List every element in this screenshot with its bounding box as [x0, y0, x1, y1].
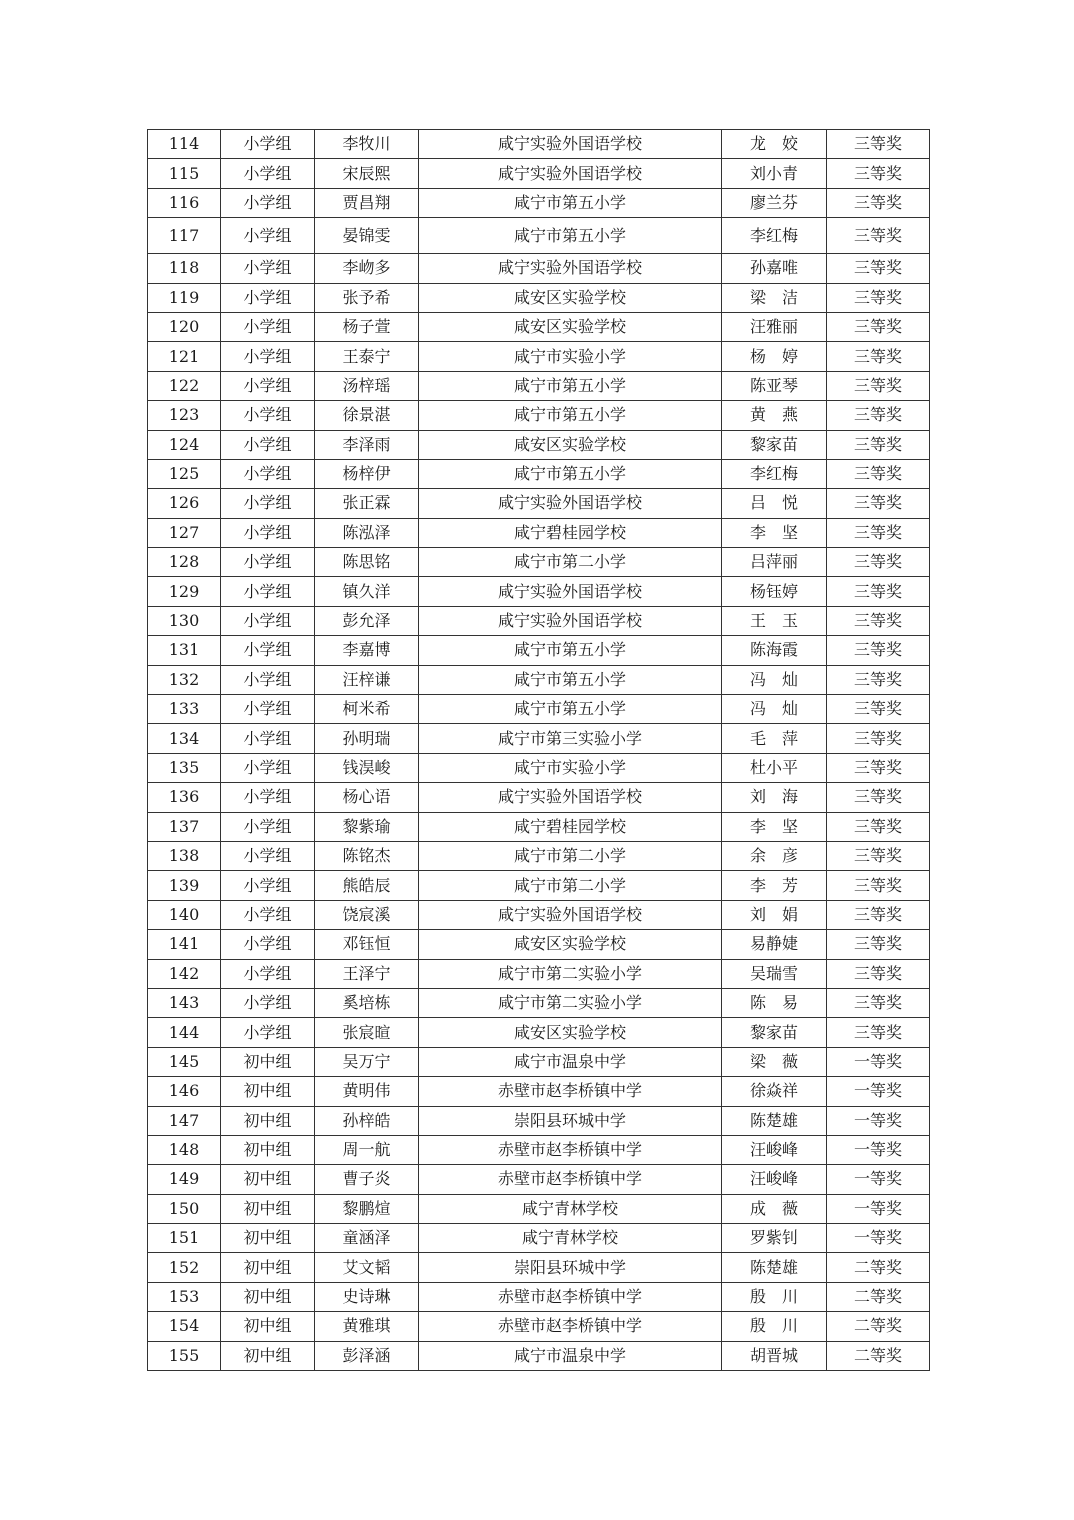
table-row: [148, 254, 930, 283]
table-row: [148, 1047, 930, 1076]
table-row: [148, 1106, 930, 1135]
school-cell: 咸宁市实验小学: [419, 342, 722, 371]
school-cell: 咸安区实验学校: [419, 312, 722, 341]
table-row: [148, 900, 930, 929]
row-number-cell: 150: [148, 1194, 221, 1223]
school-cell: 咸宁实验外国语学校: [419, 783, 722, 812]
row-number-cell: 140: [148, 900, 221, 929]
group-cell: 初中组: [221, 1194, 315, 1223]
student-name-cell: 徐景湛: [315, 401, 419, 430]
school-cell: 咸宁市第二小学: [419, 841, 722, 870]
school-cell: 赤壁市赵李桥镇中学: [419, 1282, 722, 1311]
school-cell: 咸宁市第五小学: [419, 695, 722, 724]
award-cell: 一等奖: [827, 1224, 930, 1253]
group-cell: 初中组: [221, 1047, 315, 1076]
row-number-cell: 152: [148, 1253, 221, 1282]
award-cell: 三等奖: [827, 218, 930, 254]
award-cell: 三等奖: [827, 636, 930, 665]
table-row: [148, 1135, 930, 1164]
teacher-cell: 李红梅: [722, 218, 827, 254]
row-number-cell: 116: [148, 188, 221, 217]
group-cell: 小学组: [221, 518, 315, 547]
table-row: [148, 518, 930, 547]
table-row: [148, 871, 930, 900]
table-row: [148, 1018, 930, 1047]
teacher-cell: 李 芳: [722, 871, 827, 900]
student-name-cell: 王泽宁: [315, 959, 419, 988]
row-number-cell: 138: [148, 841, 221, 870]
teacher-cell: 吴瑞雪: [722, 959, 827, 988]
award-cell: 三等奖: [827, 930, 930, 959]
teacher-cell: 杨钰婷: [722, 577, 827, 606]
table-row: [148, 1165, 930, 1194]
group-cell: 小学组: [221, 130, 315, 159]
student-name-cell: 史诗琳: [315, 1282, 419, 1311]
row-number-cell: 117: [148, 218, 221, 254]
school-cell: 咸宁市第二实验小学: [419, 988, 722, 1017]
student-name-cell: 汪梓谦: [315, 665, 419, 694]
row-number-cell: 135: [148, 753, 221, 782]
school-cell: 咸宁市实验小学: [419, 753, 722, 782]
student-name-cell: 宋辰熙: [315, 159, 419, 188]
row-number-cell: 130: [148, 606, 221, 635]
group-cell: 初中组: [221, 1253, 315, 1282]
table-row: [148, 812, 930, 841]
table-row: [148, 753, 930, 782]
table-row: [148, 695, 930, 724]
student-name-cell: 陈泓泽: [315, 518, 419, 547]
row-number-cell: 151: [148, 1224, 221, 1253]
award-cell: 三等奖: [827, 606, 930, 635]
teacher-cell: 黄 燕: [722, 401, 827, 430]
group-cell: 小学组: [221, 188, 315, 217]
award-cell: 三等奖: [827, 900, 930, 929]
table-row: [148, 342, 930, 371]
award-cell: 三等奖: [827, 841, 930, 870]
student-name-cell: 李泽雨: [315, 430, 419, 459]
group-cell: 小学组: [221, 841, 315, 870]
group-cell: 初中组: [221, 1282, 315, 1311]
teacher-cell: 陈楚雄: [722, 1253, 827, 1282]
teacher-cell: 陈海霞: [722, 636, 827, 665]
row-number-cell: 131: [148, 636, 221, 665]
school-cell: 咸宁市温泉中学: [419, 1047, 722, 1076]
student-name-cell: 彭允泽: [315, 606, 419, 635]
teacher-cell: 王 玉: [722, 606, 827, 635]
group-cell: 小学组: [221, 218, 315, 254]
school-cell: 咸宁市第五小学: [419, 459, 722, 488]
award-cell: 三等奖: [827, 283, 930, 312]
group-cell: 初中组: [221, 1224, 315, 1253]
group-cell: 小学组: [221, 753, 315, 782]
student-name-cell: 彭泽涵: [315, 1341, 419, 1370]
award-cell: 一等奖: [827, 1047, 930, 1076]
row-number-cell: 143: [148, 988, 221, 1017]
teacher-cell: 刘小青: [722, 159, 827, 188]
student-name-cell: 黎鹏煊: [315, 1194, 419, 1223]
student-name-cell: 镇久洋: [315, 577, 419, 606]
award-cell: 一等奖: [827, 1135, 930, 1164]
student-name-cell: 王泰宁: [315, 342, 419, 371]
teacher-cell: 刘 海: [722, 783, 827, 812]
row-number-cell: 149: [148, 1165, 221, 1194]
school-cell: 咸安区实验学校: [419, 283, 722, 312]
table-row: [148, 636, 930, 665]
row-number-cell: 134: [148, 724, 221, 753]
table-row: [148, 1282, 930, 1311]
teacher-cell: 龙 姣: [722, 130, 827, 159]
row-number-cell: 118: [148, 254, 221, 283]
student-name-cell: 孙梓皓: [315, 1106, 419, 1135]
row-number-cell: 126: [148, 489, 221, 518]
table-row: [148, 1077, 930, 1106]
student-name-cell: 杨梓伊: [315, 459, 419, 488]
student-name-cell: 李嘉博: [315, 636, 419, 665]
table-row: [148, 930, 930, 959]
student-name-cell: 张予希: [315, 283, 419, 312]
award-cell: 三等奖: [827, 988, 930, 1017]
award-cell: 三等奖: [827, 371, 930, 400]
table-row: [148, 548, 930, 577]
teacher-cell: 廖兰芬: [722, 188, 827, 217]
award-cell: 三等奖: [827, 724, 930, 753]
student-name-cell: 贾昌翔: [315, 188, 419, 217]
school-cell: 崇阳县环城中学: [419, 1253, 722, 1282]
school-cell: 咸宁实验外国语学校: [419, 606, 722, 635]
award-cell: 二等奖: [827, 1341, 930, 1370]
table-row: [148, 724, 930, 753]
award-cell: 三等奖: [827, 695, 930, 724]
school-cell: 赤壁市赵李桥镇中学: [419, 1077, 722, 1106]
award-cell: 二等奖: [827, 1253, 930, 1282]
table-row: [148, 1341, 930, 1370]
award-cell: 一等奖: [827, 1194, 930, 1223]
school-cell: 咸安区实验学校: [419, 930, 722, 959]
teacher-cell: 杨 婷: [722, 342, 827, 371]
award-cell: 三等奖: [827, 254, 930, 283]
student-name-cell: 钱淏峻: [315, 753, 419, 782]
group-cell: 小学组: [221, 665, 315, 694]
row-number-cell: 147: [148, 1106, 221, 1135]
school-cell: 咸宁青林学校: [419, 1194, 722, 1223]
school-cell: 咸宁市第五小学: [419, 401, 722, 430]
award-cell: 二等奖: [827, 1282, 930, 1311]
row-number-cell: 155: [148, 1341, 221, 1370]
table-row: [148, 371, 930, 400]
teacher-cell: 黎家苗: [722, 1018, 827, 1047]
group-cell: 初中组: [221, 1165, 315, 1194]
row-number-cell: 119: [148, 283, 221, 312]
award-cell: 三等奖: [827, 548, 930, 577]
group-cell: 初中组: [221, 1312, 315, 1341]
award-cell: 三等奖: [827, 577, 930, 606]
school-cell: 咸宁市第二小学: [419, 871, 722, 900]
school-cell: 咸宁市第五小学: [419, 371, 722, 400]
group-cell: 小学组: [221, 783, 315, 812]
row-number-cell: 132: [148, 665, 221, 694]
teacher-cell: 胡晋城: [722, 1341, 827, 1370]
teacher-cell: 刘 娟: [722, 900, 827, 929]
table-row: [148, 430, 930, 459]
row-number-cell: 154: [148, 1312, 221, 1341]
teacher-cell: 陈楚雄: [722, 1106, 827, 1135]
row-number-cell: 139: [148, 871, 221, 900]
row-number-cell: 144: [148, 1018, 221, 1047]
group-cell: 小学组: [221, 959, 315, 988]
award-cell: 三等奖: [827, 959, 930, 988]
teacher-cell: 汪峻峰: [722, 1135, 827, 1164]
table-row: [148, 783, 930, 812]
teacher-cell: 李 坚: [722, 518, 827, 547]
table-row: [148, 188, 930, 217]
award-cell: 三等奖: [827, 871, 930, 900]
student-name-cell: 张宸暄: [315, 1018, 419, 1047]
group-cell: 小学组: [221, 606, 315, 635]
school-cell: 咸宁实验外国语学校: [419, 159, 722, 188]
group-cell: 小学组: [221, 548, 315, 577]
row-number-cell: 128: [148, 548, 221, 577]
table-row: [148, 841, 930, 870]
table-row: [148, 1312, 930, 1341]
school-cell: 咸安区实验学校: [419, 1018, 722, 1047]
group-cell: 小学组: [221, 577, 315, 606]
student-name-cell: 黄明伟: [315, 1077, 419, 1106]
school-cell: 咸宁实验外国语学校: [419, 489, 722, 518]
school-cell: 咸宁实验外国语学校: [419, 130, 722, 159]
student-name-cell: 杨心语: [315, 783, 419, 812]
row-number-cell: 121: [148, 342, 221, 371]
table-row: [148, 665, 930, 694]
award-table: [147, 129, 930, 1371]
row-number-cell: 141: [148, 930, 221, 959]
award-cell: 三等奖: [827, 518, 930, 547]
teacher-cell: 吕 悦: [722, 489, 827, 518]
group-cell: 小学组: [221, 871, 315, 900]
teacher-cell: 孙嘉唯: [722, 254, 827, 283]
teacher-cell: 吕萍丽: [722, 548, 827, 577]
school-cell: 赤壁市赵李桥镇中学: [419, 1312, 722, 1341]
student-name-cell: 陈思铭: [315, 548, 419, 577]
student-name-cell: 童涵泽: [315, 1224, 419, 1253]
group-cell: 初中组: [221, 1106, 315, 1135]
teacher-cell: 易静婕: [722, 930, 827, 959]
school-cell: 咸宁市第五小学: [419, 636, 722, 665]
group-cell: 小学组: [221, 254, 315, 283]
teacher-cell: 梁 薇: [722, 1047, 827, 1076]
table-row: [148, 489, 930, 518]
group-cell: 小学组: [221, 988, 315, 1017]
table-row: [148, 159, 930, 188]
group-cell: 初中组: [221, 1135, 315, 1164]
school-cell: 咸宁碧桂园学校: [419, 518, 722, 547]
student-name-cell: 李岉多: [315, 254, 419, 283]
teacher-cell: 陈亚琴: [722, 371, 827, 400]
table-row: [148, 130, 930, 159]
teacher-cell: 余 彦: [722, 841, 827, 870]
table-row: [148, 401, 930, 430]
row-number-cell: 133: [148, 695, 221, 724]
table-row: [148, 459, 930, 488]
school-cell: 崇阳县环城中学: [419, 1106, 722, 1135]
group-cell: 小学组: [221, 489, 315, 518]
row-number-cell: 153: [148, 1282, 221, 1311]
teacher-cell: 黎家苗: [722, 430, 827, 459]
table-row: [148, 959, 930, 988]
school-cell: 咸宁青林学校: [419, 1224, 722, 1253]
row-number-cell: 146: [148, 1077, 221, 1106]
teacher-cell: 成 薇: [722, 1194, 827, 1223]
row-number-cell: 114: [148, 130, 221, 159]
teacher-cell: 杜小平: [722, 753, 827, 782]
row-number-cell: 145: [148, 1047, 221, 1076]
teacher-cell: 殷 川: [722, 1282, 827, 1311]
table-row: [148, 1194, 930, 1223]
row-number-cell: 142: [148, 959, 221, 988]
teacher-cell: 罗紫钊: [722, 1224, 827, 1253]
school-cell: 赤壁市赵李桥镇中学: [419, 1165, 722, 1194]
award-cell: 三等奖: [827, 159, 930, 188]
row-number-cell: 115: [148, 159, 221, 188]
award-cell: 三等奖: [827, 489, 930, 518]
teacher-cell: 汪雅丽: [722, 312, 827, 341]
student-name-cell: 周一航: [315, 1135, 419, 1164]
award-cell: 一等奖: [827, 1106, 930, 1135]
award-cell: 三等奖: [827, 1018, 930, 1047]
table-row: [148, 1224, 930, 1253]
award-cell: 三等奖: [827, 342, 930, 371]
teacher-cell: 冯 灿: [722, 665, 827, 694]
group-cell: 小学组: [221, 459, 315, 488]
student-name-cell: 饶宸溪: [315, 900, 419, 929]
group-cell: 小学组: [221, 930, 315, 959]
student-name-cell: 柯米希: [315, 695, 419, 724]
student-name-cell: 晏锦雯: [315, 218, 419, 254]
table-row: [148, 988, 930, 1017]
student-name-cell: 黄雅琪: [315, 1312, 419, 1341]
table-row: [148, 283, 930, 312]
teacher-cell: 李 坚: [722, 812, 827, 841]
school-cell: 咸宁碧桂园学校: [419, 812, 722, 841]
student-name-cell: 熊皓辰: [315, 871, 419, 900]
student-name-cell: 孙明瑞: [315, 724, 419, 753]
group-cell: 小学组: [221, 636, 315, 665]
group-cell: 小学组: [221, 371, 315, 400]
teacher-cell: 李红梅: [722, 459, 827, 488]
row-number-cell: 137: [148, 812, 221, 841]
award-table-body: [148, 130, 930, 1371]
school-cell: 咸宁实验外国语学校: [419, 254, 722, 283]
school-cell: 咸宁市第五小学: [419, 188, 722, 217]
school-cell: 咸宁市第三实验小学: [419, 724, 722, 753]
award-cell: 三等奖: [827, 812, 930, 841]
group-cell: 小学组: [221, 724, 315, 753]
table-row: [148, 312, 930, 341]
award-cell: 三等奖: [827, 188, 930, 217]
student-name-cell: 汤梓瑶: [315, 371, 419, 400]
student-name-cell: 奚培栋: [315, 988, 419, 1017]
row-number-cell: 148: [148, 1135, 221, 1164]
student-name-cell: 杨子萱: [315, 312, 419, 341]
award-cell: 三等奖: [827, 401, 930, 430]
row-number-cell: 125: [148, 459, 221, 488]
teacher-cell: 徐焱祥: [722, 1077, 827, 1106]
school-cell: 咸宁市温泉中学: [419, 1341, 722, 1370]
award-cell: 二等奖: [827, 1312, 930, 1341]
group-cell: 小学组: [221, 1018, 315, 1047]
student-name-cell: 曹子炎: [315, 1165, 419, 1194]
award-cell: 三等奖: [827, 665, 930, 694]
table-row: [148, 1253, 930, 1282]
student-name-cell: 黎紫瑜: [315, 812, 419, 841]
group-cell: 小学组: [221, 283, 315, 312]
student-name-cell: 张正霖: [315, 489, 419, 518]
award-cell: 一等奖: [827, 1077, 930, 1106]
award-cell: 三等奖: [827, 783, 930, 812]
row-number-cell: 122: [148, 371, 221, 400]
school-cell: 咸安区实验学校: [419, 430, 722, 459]
award-cell: 三等奖: [827, 130, 930, 159]
school-cell: 咸宁市第五小学: [419, 665, 722, 694]
teacher-cell: 汪峻峰: [722, 1165, 827, 1194]
teacher-cell: 殷 川: [722, 1312, 827, 1341]
table-row: [148, 218, 930, 254]
student-name-cell: 吴万宁: [315, 1047, 419, 1076]
group-cell: 小学组: [221, 900, 315, 929]
row-number-cell: 136: [148, 783, 221, 812]
group-cell: 小学组: [221, 159, 315, 188]
student-name-cell: 陈铭杰: [315, 841, 419, 870]
group-cell: 小学组: [221, 401, 315, 430]
school-cell: 咸宁实验外国语学校: [419, 900, 722, 929]
student-name-cell: 艾文韬: [315, 1253, 419, 1282]
teacher-cell: 陈 易: [722, 988, 827, 1017]
teacher-cell: 冯 灿: [722, 695, 827, 724]
table-row: [148, 577, 930, 606]
row-number-cell: 124: [148, 430, 221, 459]
group-cell: 小学组: [221, 342, 315, 371]
row-number-cell: 120: [148, 312, 221, 341]
school-cell: 咸宁实验外国语学校: [419, 577, 722, 606]
school-cell: 咸宁市第五小学: [419, 218, 722, 254]
student-name-cell: 邓钰恒: [315, 930, 419, 959]
award-cell: 一等奖: [827, 1165, 930, 1194]
group-cell: 小学组: [221, 812, 315, 841]
table-row: [148, 606, 930, 635]
group-cell: 小学组: [221, 695, 315, 724]
school-cell: 赤壁市赵李桥镇中学: [419, 1135, 722, 1164]
award-cell: 三等奖: [827, 459, 930, 488]
award-cell: 三等奖: [827, 312, 930, 341]
teacher-cell: 毛 萍: [722, 724, 827, 753]
teacher-cell: 梁 洁: [722, 283, 827, 312]
group-cell: 小学组: [221, 430, 315, 459]
school-cell: 咸宁市第二小学: [419, 548, 722, 577]
group-cell: 小学组: [221, 312, 315, 341]
row-number-cell: 127: [148, 518, 221, 547]
award-cell: 三等奖: [827, 430, 930, 459]
student-name-cell: 李牧川: [315, 130, 419, 159]
school-cell: 咸宁市第二实验小学: [419, 959, 722, 988]
row-number-cell: 129: [148, 577, 221, 606]
group-cell: 初中组: [221, 1341, 315, 1370]
award-cell: 三等奖: [827, 753, 930, 782]
group-cell: 初中组: [221, 1077, 315, 1106]
row-number-cell: 123: [148, 401, 221, 430]
